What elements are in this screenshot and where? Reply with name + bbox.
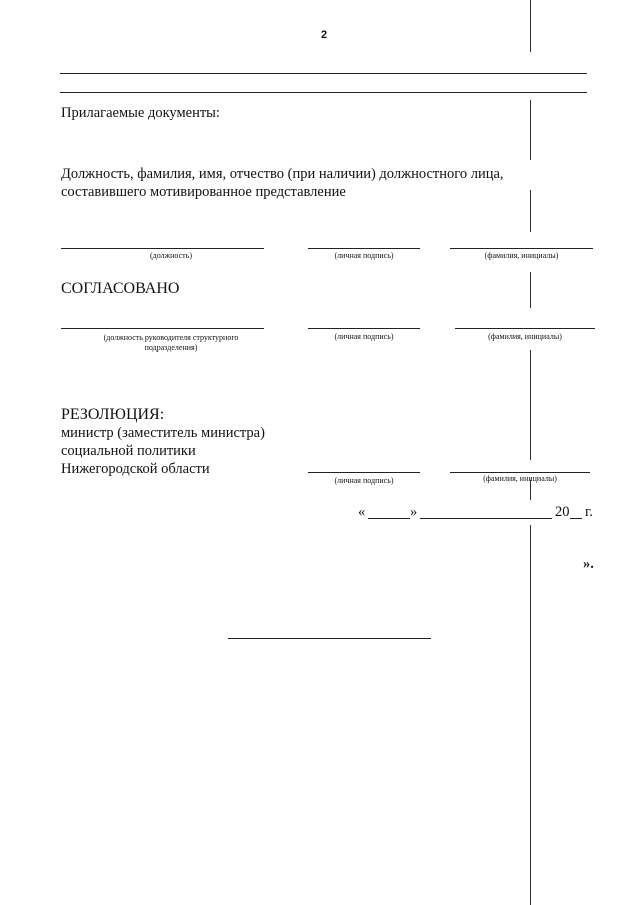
signature-caption: (личная подпись) (334, 476, 394, 485)
name-caption: (фамилия, инициалы) (488, 332, 562, 341)
header-rule (60, 92, 587, 93)
official-line-2: составившего мотивированное представление (61, 184, 346, 200)
head-position-caption (61, 333, 281, 353)
resolution-title: РЕЗОЛЮЦИЯ: (61, 406, 165, 423)
date-year-prefix: 20 (555, 504, 570, 520)
resolution-signatory (61, 424, 265, 478)
agreed-label: СОГЛАСОВАНО (61, 280, 180, 297)
date-day-line (368, 518, 410, 519)
name-caption: (фамилия, инициалы) (483, 474, 557, 483)
name-line (450, 248, 593, 249)
attached-documents-label: Прилагаемые документы: (61, 105, 220, 121)
resolution-line-3: Нижегородской области (61, 461, 210, 477)
closing-quote: ». (583, 556, 594, 572)
head-position-caption-line-1: (должность руководителя структурного (103, 333, 239, 342)
margin-line (530, 272, 531, 308)
date-year-line (570, 518, 582, 519)
name-line (455, 328, 595, 329)
bottom-rule (228, 638, 431, 639)
margin-line (530, 100, 531, 160)
signature-caption: (личная подпись) (334, 251, 394, 260)
resolution-line-2: социальной политики (61, 443, 196, 459)
margin-line (530, 0, 531, 52)
position-caption: (должность) (150, 251, 192, 260)
position-line (61, 248, 264, 249)
signature-line (308, 328, 420, 329)
header-rule (60, 73, 587, 74)
name-caption: (фамилия, инициалы) (484, 251, 559, 260)
head-position-caption-line-2: подразделения) (144, 343, 198, 352)
date-year-suffix: г. (585, 504, 593, 520)
official-line-1: Должность, фамилия, имя, отчество (при наличии) должностного лица, (61, 166, 504, 182)
resolution-line-1: министр (заместитель министра) (61, 425, 265, 441)
margin-line (530, 190, 531, 232)
signature-line (308, 248, 420, 249)
date-close-quote: » (410, 504, 418, 520)
date-month-line (420, 518, 552, 519)
page-number: 2 (321, 29, 328, 41)
signature-line (308, 472, 420, 473)
head-position-line (61, 328, 264, 329)
signature-caption: (личная подпись) (334, 332, 394, 341)
name-line (450, 472, 590, 473)
date-open-quote: « (358, 504, 366, 520)
margin-line (530, 350, 531, 460)
official-caption (61, 165, 526, 201)
margin-line (530, 525, 531, 905)
